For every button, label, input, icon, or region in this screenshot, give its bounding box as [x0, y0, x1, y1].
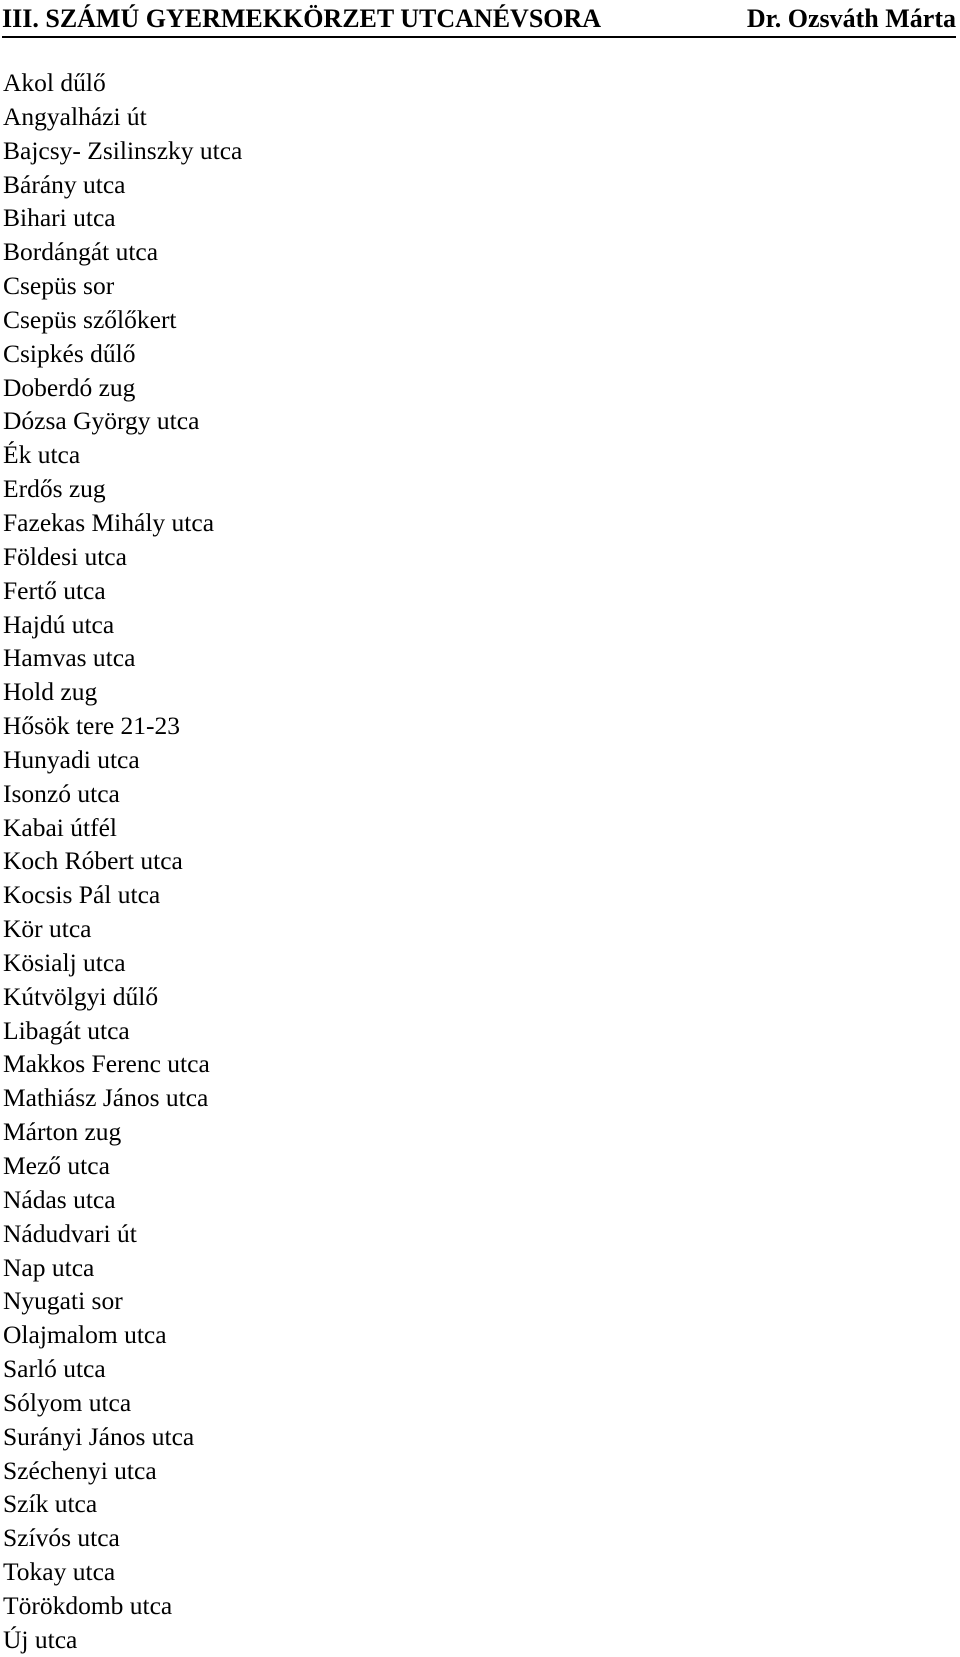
document-header — [2, 2, 956, 38]
street-name: Nap utca — [3, 1252, 95, 1282]
street-name: Hajdú utca — [3, 609, 115, 639]
street-name: Bordángát utca — [3, 237, 159, 267]
street-name: Kör utca — [3, 914, 92, 944]
street-name: Hamvas utca — [3, 643, 136, 673]
street-list — [3, 66, 242, 1657]
street-name: Márton zug — [3, 1117, 122, 1147]
street-name: Koch Róbert utca — [3, 846, 183, 876]
street-name: Szík utca — [3, 1489, 98, 1519]
street-name: Erdős zug — [3, 474, 106, 504]
street-name: Olajmalom utca — [3, 1320, 167, 1350]
street-name: Akol dűlő — [3, 68, 106, 97]
street-name: Ék utca — [3, 440, 81, 470]
street-name: Makkos Ferenc utca — [3, 1049, 210, 1079]
street-name: Isonzó utca — [3, 778, 120, 808]
street-name: Új utca — [3, 1624, 78, 1654]
street-name: Kösialj utca — [3, 947, 126, 977]
street-name: Surányi János utca — [3, 1421, 195, 1451]
doctor-name: Dr. Ozsváth Márta — [746, 4, 956, 33]
street-name: Mező utca — [3, 1151, 110, 1180]
street-name: Sarló utca — [3, 1354, 106, 1384]
street-name: Bárány utca — [3, 169, 126, 199]
street-name: Dózsa György utca — [3, 406, 200, 436]
street-name: Csepüs szőlőkert — [3, 304, 177, 334]
street-name: Kútvölgyi dűlő — [3, 981, 159, 1011]
document-title: III. SZÁMÚ GYERMEKKÖRZET UTCANÉVSORA — [2, 4, 602, 33]
street-name: Csipkés dűlő — [3, 338, 136, 368]
street-name: Nádudvari út — [3, 1218, 137, 1248]
street-name: Bajcsy- Zsilinszky utca — [3, 135, 243, 165]
street-name: Fazekas Mihály utca — [3, 507, 215, 537]
street-name: Földesi utca — [3, 541, 127, 571]
street-name: Nádas utca — [3, 1184, 116, 1214]
street-name: Hősök tere 21-23 — [3, 711, 181, 741]
street-name: Doberdó zug — [3, 372, 136, 402]
street-name: Angyalházi út — [3, 101, 147, 131]
street-name: Bihari utca — [3, 203, 116, 233]
street-name: Szívós utca — [3, 1523, 120, 1553]
street-name: Mathiász János utca — [3, 1083, 209, 1113]
street-name: Hunyadi utca — [3, 744, 140, 774]
street-name: Kabai útfél — [3, 812, 117, 842]
street-name: Széchenyi utca — [3, 1455, 157, 1485]
street-name: Libagát utca — [3, 1015, 130, 1045]
street-name: Tokay utca — [3, 1557, 116, 1587]
street-name: Fertő utca — [3, 575, 106, 605]
street-name: Kocsis Pál utca — [3, 880, 161, 910]
street-name: Sólyom utca — [3, 1387, 132, 1417]
street-name: Csepüs sor — [3, 271, 115, 301]
street-name: Nyugati sor — [3, 1286, 123, 1316]
street-name: Hold zug — [3, 677, 98, 707]
street-name: Törökdomb utca — [3, 1590, 173, 1620]
